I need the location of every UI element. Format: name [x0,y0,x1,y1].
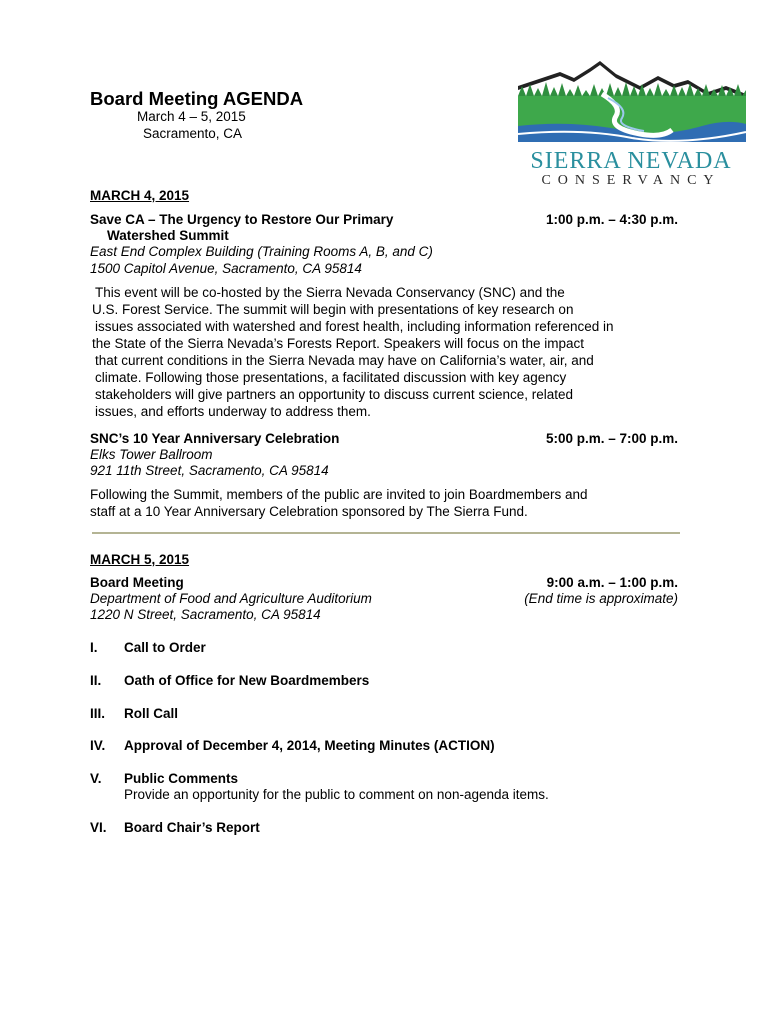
agenda-item-number: I. [90,640,98,655]
board-meeting-venue: Department of Food and Agriculture Auditorium [90,591,372,606]
agenda-item [90,820,260,835]
meeting-dates: March 4 – 5, 2015 [137,109,246,124]
event1-title-line1: Save CA – The Urgency to Restore Our Primary [90,212,394,227]
event1-desc-line: climate. Following those presentations, a facilitated discussion with key agency [95,370,567,385]
event1-desc-line: issues associated with watershed and forest health, including information referenced in [95,319,614,334]
agenda-item [90,673,369,688]
day1-heading: MARCH 4, 2015 [90,188,190,203]
agenda-item-number: IV. [90,738,106,753]
event2-title: SNC’s 10 Year Anniversary Celebration [90,431,340,446]
event1-address: 1500 Capitol Avenue, Sacramento, CA 95814 [90,261,362,276]
event1-desc-line: This event will be co-hosted by the Sierra Nevada Conservancy (SNC) and the [95,285,565,300]
board-meeting-title: Board Meeting [90,575,184,590]
page-title: Board Meeting AGENDA [90,88,304,109]
sierra-nevada-conservancy-logo [512,56,748,190]
event1-venue: East End Complex Building (Training Rooms A, B, and C) [90,244,433,259]
event1-desc-line: U.S. Forest Service. The summit will begin with presentations of key research on [92,302,574,317]
event2-desc-line: Following the Summit, members of the public are invited to join Boardmembers and [90,487,588,502]
agenda-item-label: Roll Call [124,706,179,721]
event1-desc-line: the State of the Sierra Nevada’s Forests Report. Speakers will focus on the impact [92,336,584,351]
event2-desc-line: staff at a 10 Year Anniversary Celebration sponsored by The Sierra Fund. [90,504,528,519]
event2-address: 921 11th Street, Sacramento, CA 95814 [90,463,329,478]
event2-time: 5:00 p.m. – 7:00 p.m. [545,431,678,446]
agenda-item [90,738,495,753]
event1-description [92,284,685,420]
day2-heading: MARCH 5, 2015 [90,552,190,567]
event1-time: 1:00 p.m. – 4:30 p.m. [545,212,678,227]
agenda-item-label: Board Chair’s Report [124,820,260,835]
event1-desc-line: issues, and efforts underway to address them. [95,404,371,419]
agenda-item [90,771,238,786]
section-divider [92,532,680,534]
event1-desc-line: stakeholders will give partners an opportunity to discuss current science, related [95,387,573,402]
agenda-item-label: Oath of Office for New Boardmembers [124,673,370,688]
event2-venue: Elks Tower Ballroom [90,447,213,462]
logo-text-line2: CONSERVANCY [541,173,721,188]
agenda-item-number: III. [90,706,106,721]
board-meeting-address: 1220 N Street, Sacramento, CA 95814 [90,607,321,622]
agenda-item-label: Call to Order [124,640,206,655]
agenda-item [90,640,206,655]
agenda-item-label: Approval of December 4, 2014, Meeting Minutes (ACTION) [124,738,495,753]
event1-title-line2: Watershed Summit [107,228,229,243]
agenda-item-number: II. [90,673,102,688]
board-meeting-time: 9:00 a.m. – 1:00 p.m. [546,575,678,590]
event1-desc-line: that current conditions in the Sierra Nevada may have on California’s water, air, and [95,353,594,368]
event2-description [90,486,680,520]
board-meeting-time-note: (End time is approximate) [524,591,678,606]
agenda-item-label: Public Comments [124,771,239,786]
agenda-item-note: Provide an opportunity for the public to comment on non-agenda items. [124,787,549,802]
agenda-item-number: VI. [90,820,107,835]
logo-text-line1: SIERRA NEVADA [530,148,732,174]
agenda-item [90,706,178,721]
agenda-item-number: V. [90,771,102,786]
meeting-location: Sacramento, CA [143,126,243,141]
